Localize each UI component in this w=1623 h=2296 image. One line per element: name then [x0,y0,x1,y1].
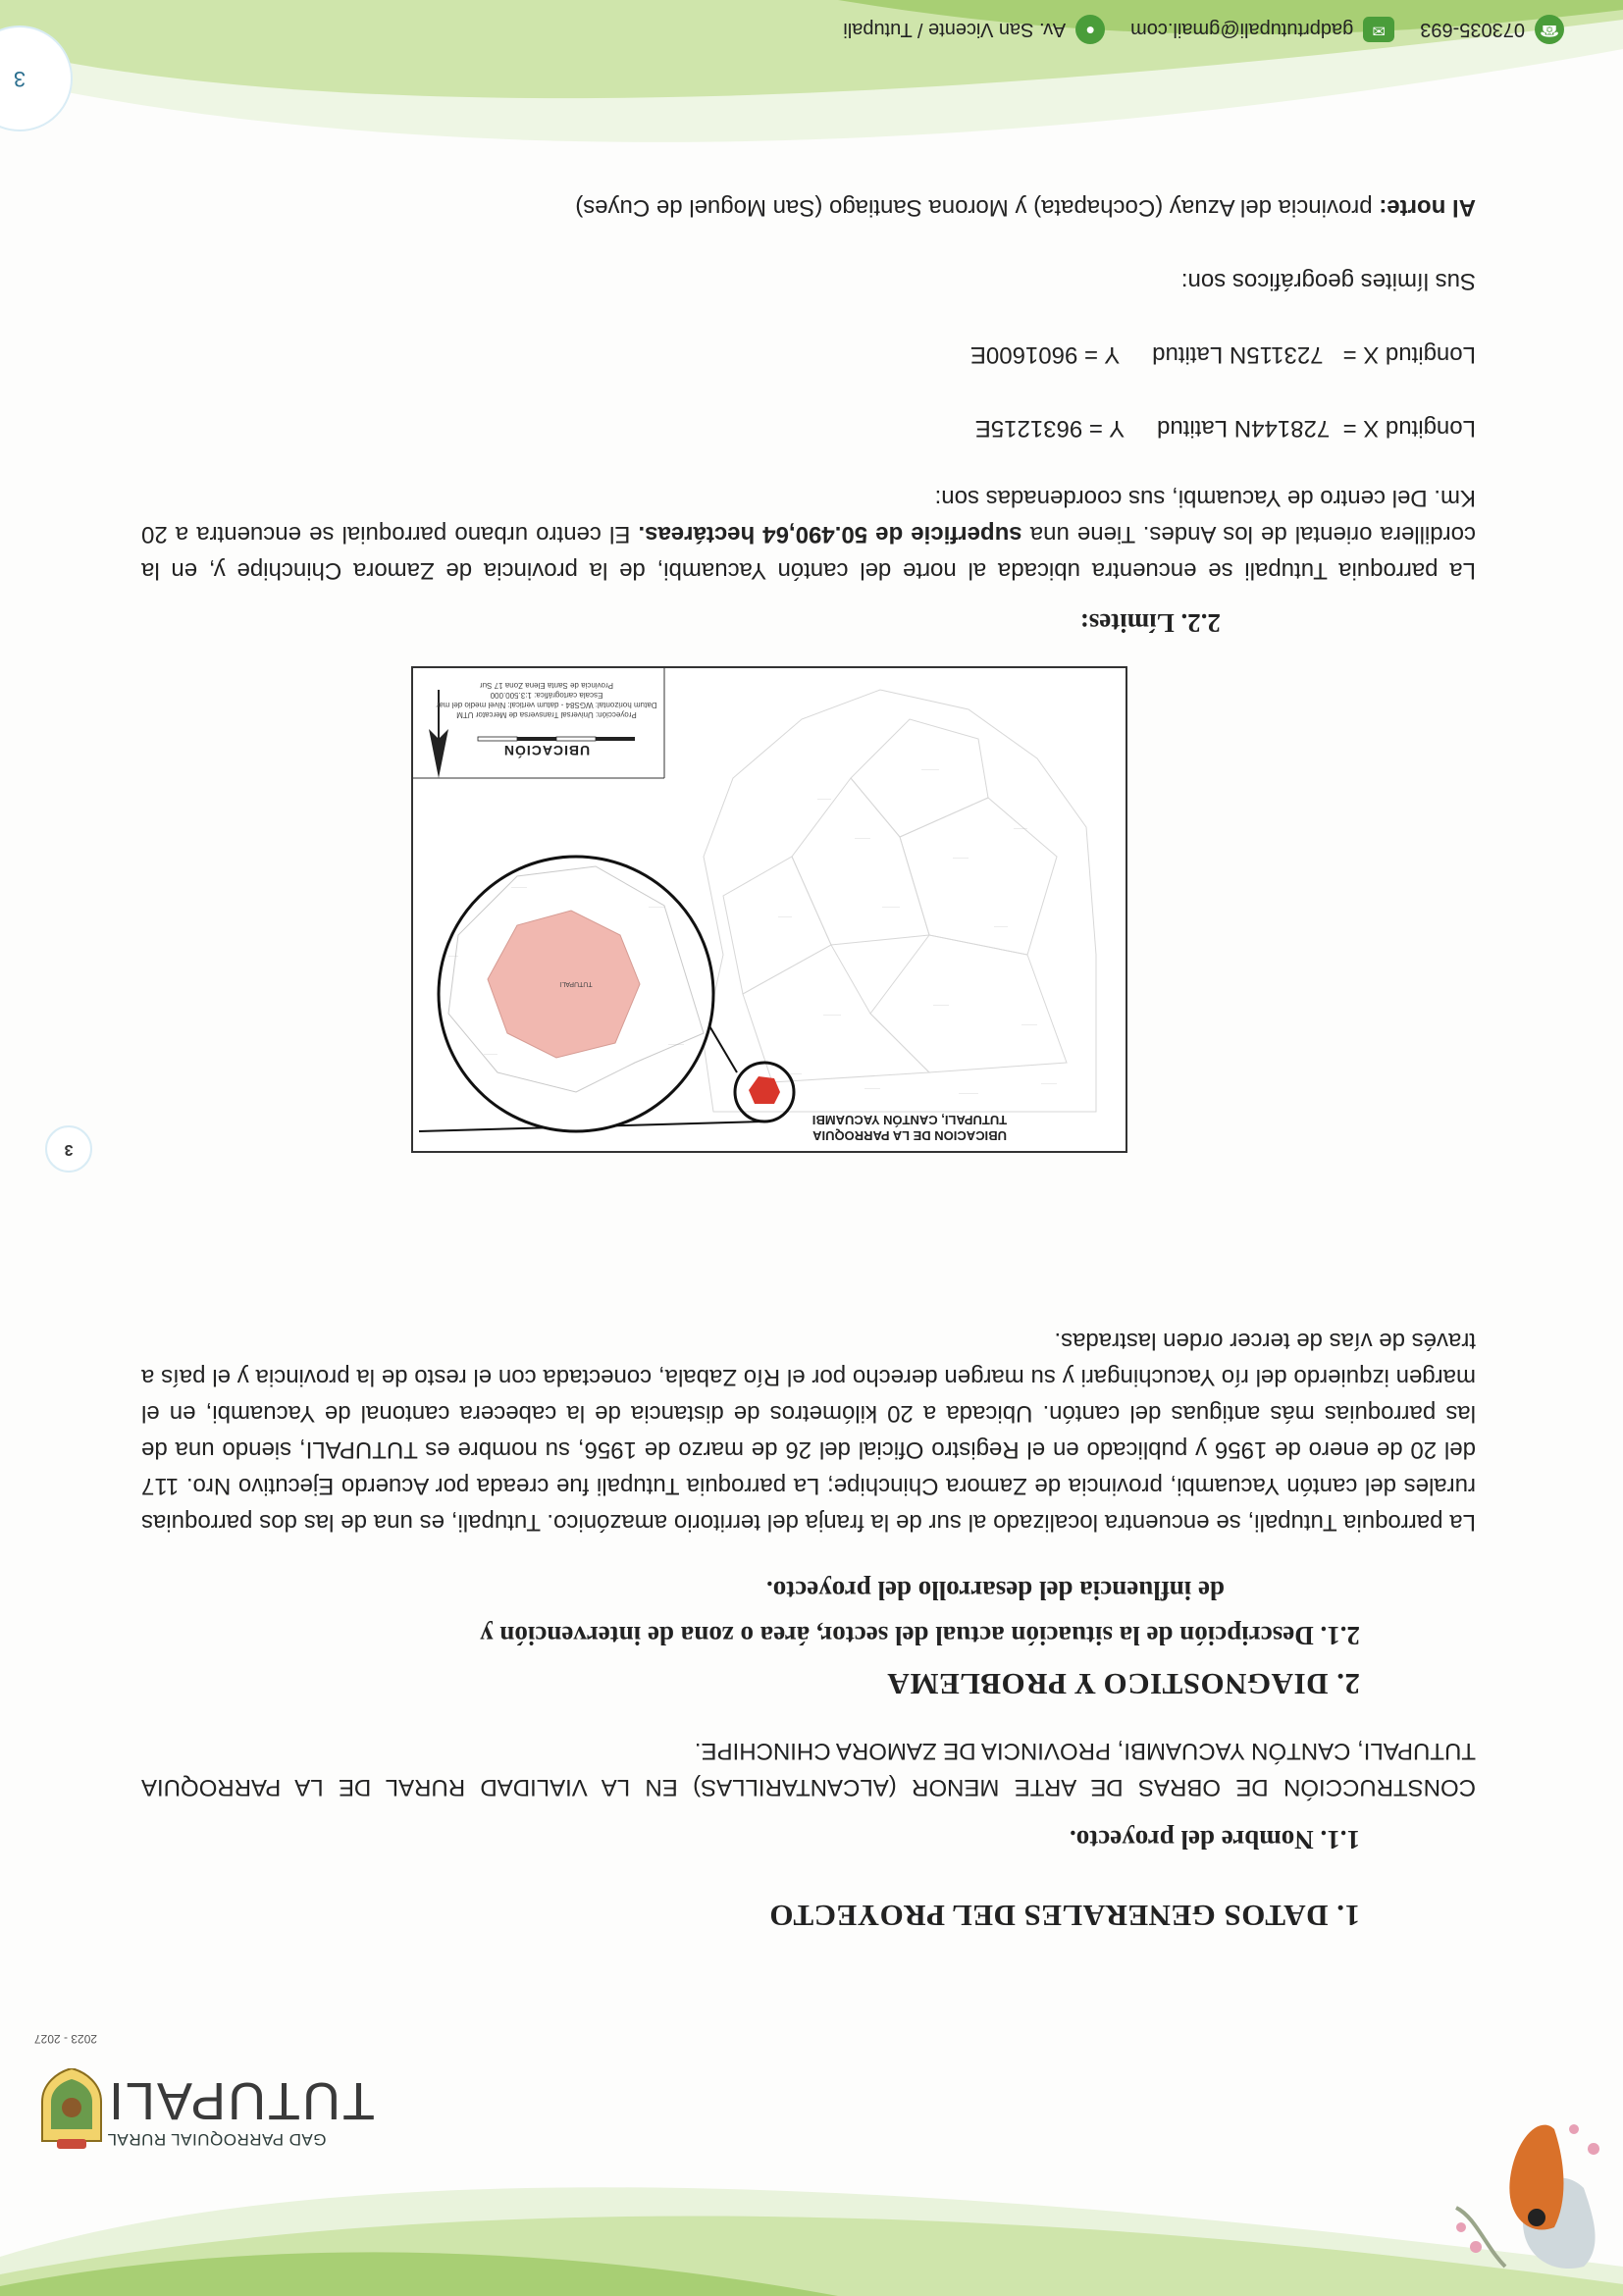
section-2-title: 2. DIAGNOSTICO Y PROBLEMA [886,1667,1360,1701]
section-2-1-title-line2: de influencia del desarrollo del proyecto. [766,1576,1225,1605]
footer-phone [1420,15,1564,44]
footer-email[interactable] [1130,17,1394,42]
projection-line: Proyección: Universal Transversa de Mercator UTM [456,710,637,719]
svg-text:·······: ······· [994,923,1008,929]
svg-text:········: ········ [855,835,870,841]
projection-line: Datum horizontal: WGS84 - datum vertical: Nivel medio del mar [436,701,657,709]
map-graphic [413,668,1126,1151]
svg-text:········: ········ [649,904,664,910]
period-label: 2023 - 2027 [33,2032,97,2046]
svg-text:········: ········ [933,1002,949,1008]
page-number-badge: 3 [0,26,73,131]
svg-text:········: ········ [511,884,527,890]
section-2-2-title: 2.2. Límites: [1079,608,1221,638]
figure-location-title: UBICACIÓN [502,743,591,758]
north-limit-text [575,189,1476,226]
section-1-1-title: 1.1. Nombre del proyecto. [1070,1825,1360,1854]
situation-description-text: La parroquia Tutupali, se encuentra localizado al sur de la franja del territorio amazónico. Tutupali, es una de las dos parroquias rurales del cantón Yacuambi, provincia de Zamora Chinchipe; La parroquia Tutupali fue creada por Acuerdo Ejecutivo Nro. 117 del 20 de enero de 1956 y publicado en el Registro Oficial del 26 de marzo de 1956, su nombre es TUTUPALI, siendo una de las parroquias más antiguas del cantón. Ubicada a 20 kilómetros de distancia de la cabecera cantonal de Yacuambi, en el margen izquierdo del río Yacuchingari y su margen derecho por el Río Zabala, conectada con el resto de la provincia y el país a través de vías de tercer orden lastradas. [141,1328,1476,1536]
footer-contact-bar [92,10,1564,49]
projection-line: Escala cartográfica: 1:3.500.000 [490,691,603,700]
svg-text:········: ········ [953,855,969,861]
projection-line: Provincia de Santa Elena Zona 17 Sur [479,681,614,690]
section-1-title: 1. DATOS GENERALES DEL PROYECTO [768,1899,1360,1933]
svg-text:·········: ········· [823,1012,841,1018]
svg-text:········: ········ [1041,1080,1057,1086]
section-2-1-title-line1: 2.1. Descripción de la situación actual del sector, área o zona de intervención y [480,1621,1360,1650]
svg-text:·········: ········· [882,904,900,910]
svg-text:·······: ······· [778,913,792,919]
email-icon: ✉ [1363,17,1394,42]
organization-subtitle: GAD PARROQUIAL RURAL [107,2130,327,2149]
phone-icon: ☎ [1535,15,1564,44]
section-2-1-title [143,1568,1360,1658]
organization-title [107,2071,401,2149]
figure-projection-notes [429,680,664,719]
svg-text:·······: ······· [1014,825,1027,831]
svg-text:········: ········ [864,1085,880,1091]
svg-text:·······: ······· [484,1051,497,1057]
coordinate-line-1: Longitud X = 728144N Latitud Y = 9631215E [974,415,1476,442]
svg-text:·········: ········· [921,766,939,772]
bird-illustration-icon [1427,2090,1623,2286]
page-number-badge-small: 3 [45,1125,92,1173]
north-limit-value: provincia del Azuay (Cochapata) y Morona Santiago (San Moguel de Cuyes) [575,194,1380,221]
footer-email-text[interactable]: gadprtutupali@gmail.com [1130,19,1354,41]
parish-seal-logo-icon [37,2068,106,2151]
figure-title-line2: TUTUPALI, CANTÓN YACUAMBI [812,1113,1008,1127]
location-pin-icon: ● [1075,15,1105,44]
svg-text:··········: ·········· [959,1090,978,1096]
svg-text:·····: ····· [448,953,458,959]
header-wave-decoration [0,2149,1623,2296]
footer-phone-text: 073035-693 [1420,19,1525,41]
footer-address-text: Av. San Vicente / Tutupali [843,19,1067,41]
organization-name: TUTUPALI [107,2071,376,2130]
limits-text-part-a: La parroquia Tutupali se encuentra ubicada al norte del cantón Yacuambi, de la provincia de Zamora Chinchipe y, en la cordillera oriental de los Andes. Tiene una [141,521,1476,584]
project-name-text: CONSTRUCCIÓN DE OBRAS DE ARTE MENOR (ALCANTARILLAS) EN LA VIALIDAD RURAL DE LA PARROQUIA TUTUPALI, CANTÓN YACUAMBI, PROVINCIA DE ZAMORA CHINCHIPE. [141,1738,1476,1800]
location-map-figure [411,666,1127,1153]
north-limit-label: Al norte: [1379,194,1476,221]
limits-text-part-b: El centro urbano parroquial se encuentra a 20 Km. Del centro de Yacuambi, sus coordenadas son: [140,485,1476,548]
figure-title [694,1112,1126,1143]
limits-intro-text: Sus límites geográficos son: [1180,268,1476,294]
svg-text:········: ········ [1021,1021,1037,1027]
svg-text:········: ········ [668,1041,684,1047]
coordinate-line-2: Longitud X = 723115N Latitud Y = 9601600E [969,341,1476,368]
footer-address [843,15,1105,44]
svg-text:·······: ······· [788,1070,802,1076]
inset-parish-label: TUTUPALI [559,980,593,987]
surface-area-value: superficie de 50.490,64 hectáreas. [638,521,1022,548]
svg-text:·······: ······· [817,796,831,802]
limits-description-text [141,480,1476,589]
figure-title-line1: UBICACION DE LA PARROQUIA [812,1128,1007,1143]
